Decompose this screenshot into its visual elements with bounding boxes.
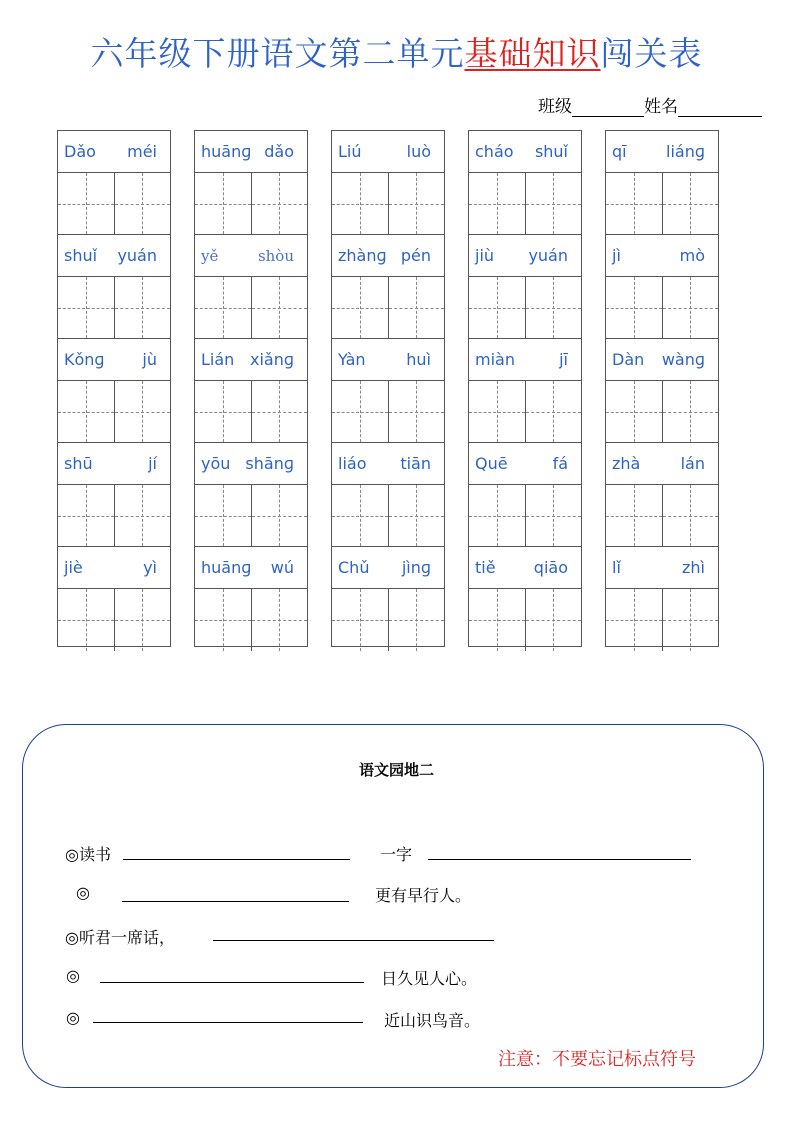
writing-boxes	[58, 485, 170, 547]
pinyin-syllable-1: shū	[64, 454, 93, 473]
word-cell	[332, 235, 444, 339]
line1-blank-1[interactable]	[123, 858, 350, 860]
word-cell	[469, 235, 581, 339]
word-cell	[58, 443, 170, 547]
writing-box[interactable]	[525, 381, 582, 442]
writing-box[interactable]	[195, 381, 251, 442]
word-cell	[58, 339, 170, 443]
pinyin-syllable-1: jiù	[475, 246, 495, 265]
writing-box[interactable]	[388, 277, 445, 338]
writing-boxes	[332, 277, 444, 339]
pinyin-syllable-2: shuǐ	[534, 142, 568, 161]
pinyin-row	[469, 443, 581, 485]
pinyin-syllable-1: lǐ	[612, 558, 621, 577]
pinyin-syllable-1: zhà	[612, 454, 641, 473]
writing-box[interactable]	[388, 589, 445, 651]
writing-boxes	[332, 485, 444, 547]
pinyin-syllable-1: jiè	[64, 558, 83, 577]
pinyin-column	[57, 130, 171, 647]
pinyin-row	[332, 443, 444, 485]
writing-box[interactable]	[469, 381, 525, 442]
pinyin-syllable-2: luò	[406, 142, 431, 161]
pinyin-syllable-2: shòu	[257, 246, 294, 265]
writing-boxes	[606, 277, 718, 339]
title-part2: 闯关表	[600, 34, 703, 73]
word-cell	[332, 443, 444, 547]
line5-mark: ◎	[66, 1008, 80, 1027]
pinyin-row	[58, 339, 170, 381]
word-cell	[606, 339, 718, 443]
pinyin-row	[606, 131, 718, 173]
writing-boxes	[58, 381, 170, 443]
pinyin-syllable-1: Kǒnɡ	[64, 350, 105, 369]
pinyin-syllable-1: miàn	[475, 350, 515, 369]
writing-box[interactable]	[251, 589, 308, 651]
name-label: 姓名	[644, 97, 678, 117]
writing-box[interactable]	[114, 589, 171, 651]
word-cell	[195, 131, 307, 235]
writing-box[interactable]	[662, 589, 719, 651]
writing-box[interactable]	[58, 381, 114, 442]
pinyin-column	[605, 130, 719, 647]
word-cell	[606, 131, 718, 235]
word-cell	[606, 547, 718, 651]
writing-box[interactable]	[525, 277, 582, 338]
writing-box[interactable]	[195, 173, 251, 234]
writing-box[interactable]	[114, 277, 171, 338]
pinyin-syllable-2: méi	[127, 142, 157, 161]
pinyin-syllable-2: xiǎnɡ	[249, 350, 294, 369]
writing-boxes	[195, 277, 307, 339]
pinyin-row	[195, 547, 307, 589]
writing-box[interactable]	[606, 381, 662, 442]
pinyin-row	[58, 235, 170, 277]
writing-box[interactable]	[388, 381, 445, 442]
line5-blank[interactable]	[93, 1021, 363, 1023]
word-cell	[58, 131, 170, 235]
writing-box[interactable]	[388, 173, 445, 234]
line3-left: ◎听君一席话，	[65, 928, 175, 947]
pinyin-syllable-1: Liú	[338, 142, 362, 161]
writing-box[interactable]	[332, 381, 388, 442]
pinyin-syllable-2: yuán	[528, 246, 568, 265]
pinyin-syllable-2: jìnɡ	[401, 558, 431, 577]
writing-boxes	[469, 381, 581, 443]
writing-box[interactable]	[251, 277, 308, 338]
line4-right: 日久见人心。	[381, 969, 478, 988]
line2-mark: ◎	[76, 883, 90, 902]
pinyin-row	[469, 547, 581, 589]
word-cell	[469, 339, 581, 443]
writing-box[interactable]	[251, 485, 308, 546]
writing-box[interactable]	[332, 173, 388, 234]
writing-boxes	[58, 589, 170, 651]
pinyin-row	[58, 443, 170, 485]
writing-boxes	[58, 277, 170, 339]
writing-box[interactable]	[525, 485, 582, 546]
word-cell	[58, 547, 170, 651]
pinyin-syllable-2: zhì	[682, 558, 705, 577]
pinyin-row	[195, 235, 307, 277]
pinyin-row	[195, 339, 307, 381]
line3-blank[interactable]	[213, 939, 494, 941]
writing-boxes	[469, 277, 581, 339]
pinyin-column	[468, 130, 582, 647]
pinyin-syllable-2: lán	[680, 454, 705, 473]
writing-box[interactable]	[469, 173, 525, 234]
punctuation-note: 注意：不要忘记标点符号	[498, 1049, 696, 1070]
writing-boxes	[58, 173, 170, 235]
writing-box[interactable]	[58, 485, 114, 546]
pinyin-syllable-2: dǎo	[264, 142, 294, 161]
writing-boxes	[606, 485, 718, 547]
word-cell	[469, 443, 581, 547]
writing-box[interactable]	[469, 485, 525, 546]
writing-box[interactable]	[58, 173, 114, 234]
pinyin-syllable-1: cháo	[475, 142, 514, 161]
class-label: 班级	[538, 97, 572, 117]
writing-boxes	[332, 381, 444, 443]
writing-box[interactable]	[332, 485, 388, 546]
panel-title: 语文园地二	[358, 761, 434, 779]
word-cell	[58, 235, 170, 339]
line2-blank[interactable]	[122, 900, 349, 902]
pinyin-syllable-1: shuǐ	[64, 246, 98, 265]
word-cell	[469, 547, 581, 651]
writing-boxes	[469, 485, 581, 547]
writing-box[interactable]	[251, 381, 308, 442]
writing-box[interactable]	[114, 173, 171, 234]
pinyin-syllable-1: liáo	[338, 454, 367, 473]
pinyin-syllable-1: Dǎo	[64, 142, 96, 161]
word-cell	[332, 339, 444, 443]
pinyin-syllable-1: Chǔ	[338, 558, 370, 577]
pinyin-row	[606, 339, 718, 381]
pinyin-syllable-1: yě	[201, 246, 219, 265]
pinyin-row	[606, 235, 718, 277]
writing-box[interactable]	[332, 589, 388, 651]
pinyin-syllable-2: huì	[406, 350, 431, 369]
pinyin-column	[331, 130, 445, 647]
word-cell	[469, 131, 581, 235]
writing-box[interactable]	[662, 485, 719, 546]
pinyin-row	[606, 547, 718, 589]
pinyin-syllable-2: jī	[559, 350, 568, 369]
pinyin-syllable-1: qī	[612, 142, 627, 161]
line4-mark: ◎	[66, 966, 80, 985]
line5-right: 近山识鸟音。	[384, 1011, 481, 1030]
pinyin-syllable-1: Yàn	[338, 350, 366, 369]
writing-boxes	[606, 173, 718, 235]
word-cell	[332, 547, 444, 651]
word-cell	[195, 547, 307, 651]
pinyin-row	[606, 443, 718, 485]
writing-box[interactable]	[251, 173, 308, 234]
line1-left: ◎读书	[65, 845, 111, 864]
writing-box[interactable]	[469, 589, 525, 651]
pinyin-row	[332, 547, 444, 589]
pinyin-row	[58, 547, 170, 589]
class-field[interactable]	[572, 98, 644, 117]
line1-blank-2[interactable]	[428, 858, 691, 860]
writing-box[interactable]	[606, 589, 662, 651]
word-cell	[606, 235, 718, 339]
word-cell	[195, 235, 307, 339]
writing-box[interactable]	[525, 173, 582, 234]
pinyin-row	[58, 131, 170, 173]
writing-boxes	[606, 381, 718, 443]
pinyin-column	[194, 130, 308, 647]
writing-box[interactable]	[662, 381, 719, 442]
pinyin-row	[195, 131, 307, 173]
writing-box[interactable]	[525, 589, 582, 651]
pinyin-syllable-1: Lián	[201, 350, 235, 369]
title-part1: 六年级下册语文第二单元	[90, 34, 465, 73]
writing-box[interactable]	[114, 381, 171, 442]
writing-box[interactable]	[195, 485, 251, 546]
pinyin-syllable-2: yì	[143, 558, 157, 577]
writing-boxes	[195, 485, 307, 547]
writing-box[interactable]	[606, 277, 662, 338]
writing-box[interactable]	[662, 173, 719, 234]
writing-box[interactable]	[469, 277, 525, 338]
writing-box[interactable]	[58, 277, 114, 338]
writing-boxes	[332, 173, 444, 235]
writing-box[interactable]	[114, 485, 171, 546]
pinyin-syllable-1: Dàn	[612, 350, 645, 369]
pinyin-syllable-2: jí	[148, 454, 157, 473]
pinyin-syllable-2: pén	[400, 246, 431, 265]
writing-boxes	[469, 589, 581, 651]
writing-box[interactable]	[388, 485, 445, 546]
writing-box[interactable]	[606, 485, 662, 546]
word-cell	[195, 443, 307, 547]
writing-boxes	[606, 589, 718, 651]
line1-mid: 一字	[380, 845, 413, 864]
name-field[interactable]	[678, 98, 762, 117]
writing-box[interactable]	[332, 277, 388, 338]
pinyin-syllable-1: yōu	[201, 454, 231, 473]
writing-boxes	[332, 589, 444, 651]
pinyin-syllable-1: huānɡ	[201, 558, 252, 577]
writing-box[interactable]	[195, 277, 251, 338]
pinyin-row	[195, 443, 307, 485]
title-highlight: 基础知识	[464, 34, 601, 73]
writing-box[interactable]	[662, 277, 719, 338]
word-cell	[606, 443, 718, 547]
pinyin-syllable-2: mò	[679, 246, 705, 265]
pinyin-syllable-2: tiān	[400, 454, 431, 473]
pinyin-syllable-1: tiě	[475, 558, 496, 577]
pinyin-syllable-1: jì	[612, 246, 621, 265]
line2-right: 更有早行人。	[375, 886, 472, 905]
pinyin-syllable-2: liánɡ	[666, 142, 705, 161]
pinyin-syllable-2: qiāo	[533, 558, 568, 577]
pinyin-syllable-1: Quē	[475, 454, 508, 473]
pinyin-row	[469, 235, 581, 277]
line4-blank[interactable]	[100, 981, 364, 983]
pinyin-syllable-2: wú	[270, 558, 294, 577]
writing-box[interactable]	[58, 589, 114, 651]
pinyin-row	[332, 339, 444, 381]
student-info	[538, 92, 762, 117]
pinyin-row	[332, 235, 444, 277]
word-cell	[195, 339, 307, 443]
pinyin-syllable-2: jù	[142, 350, 157, 369]
pinyin-syllable-2: wànɡ	[661, 350, 705, 369]
writing-box[interactable]	[195, 589, 251, 651]
pinyin-syllable-2: fá	[552, 454, 568, 473]
writing-boxes	[469, 173, 581, 235]
writing-box[interactable]	[606, 173, 662, 234]
writing-boxes	[195, 589, 307, 651]
word-cell	[332, 131, 444, 235]
pinyin-row	[332, 131, 444, 173]
pinyin-syllable-1: huānɡ	[201, 142, 252, 161]
pinyin-row	[469, 131, 581, 173]
pinyin-syllable-1: zhànɡ	[338, 246, 387, 265]
page-title	[0, 28, 793, 75]
writing-boxes	[195, 381, 307, 443]
pinyin-syllable-2: yuán	[117, 246, 157, 265]
pinyin-syllable-2: shānɡ	[245, 454, 294, 473]
writing-boxes	[195, 173, 307, 235]
pinyin-row	[469, 339, 581, 381]
